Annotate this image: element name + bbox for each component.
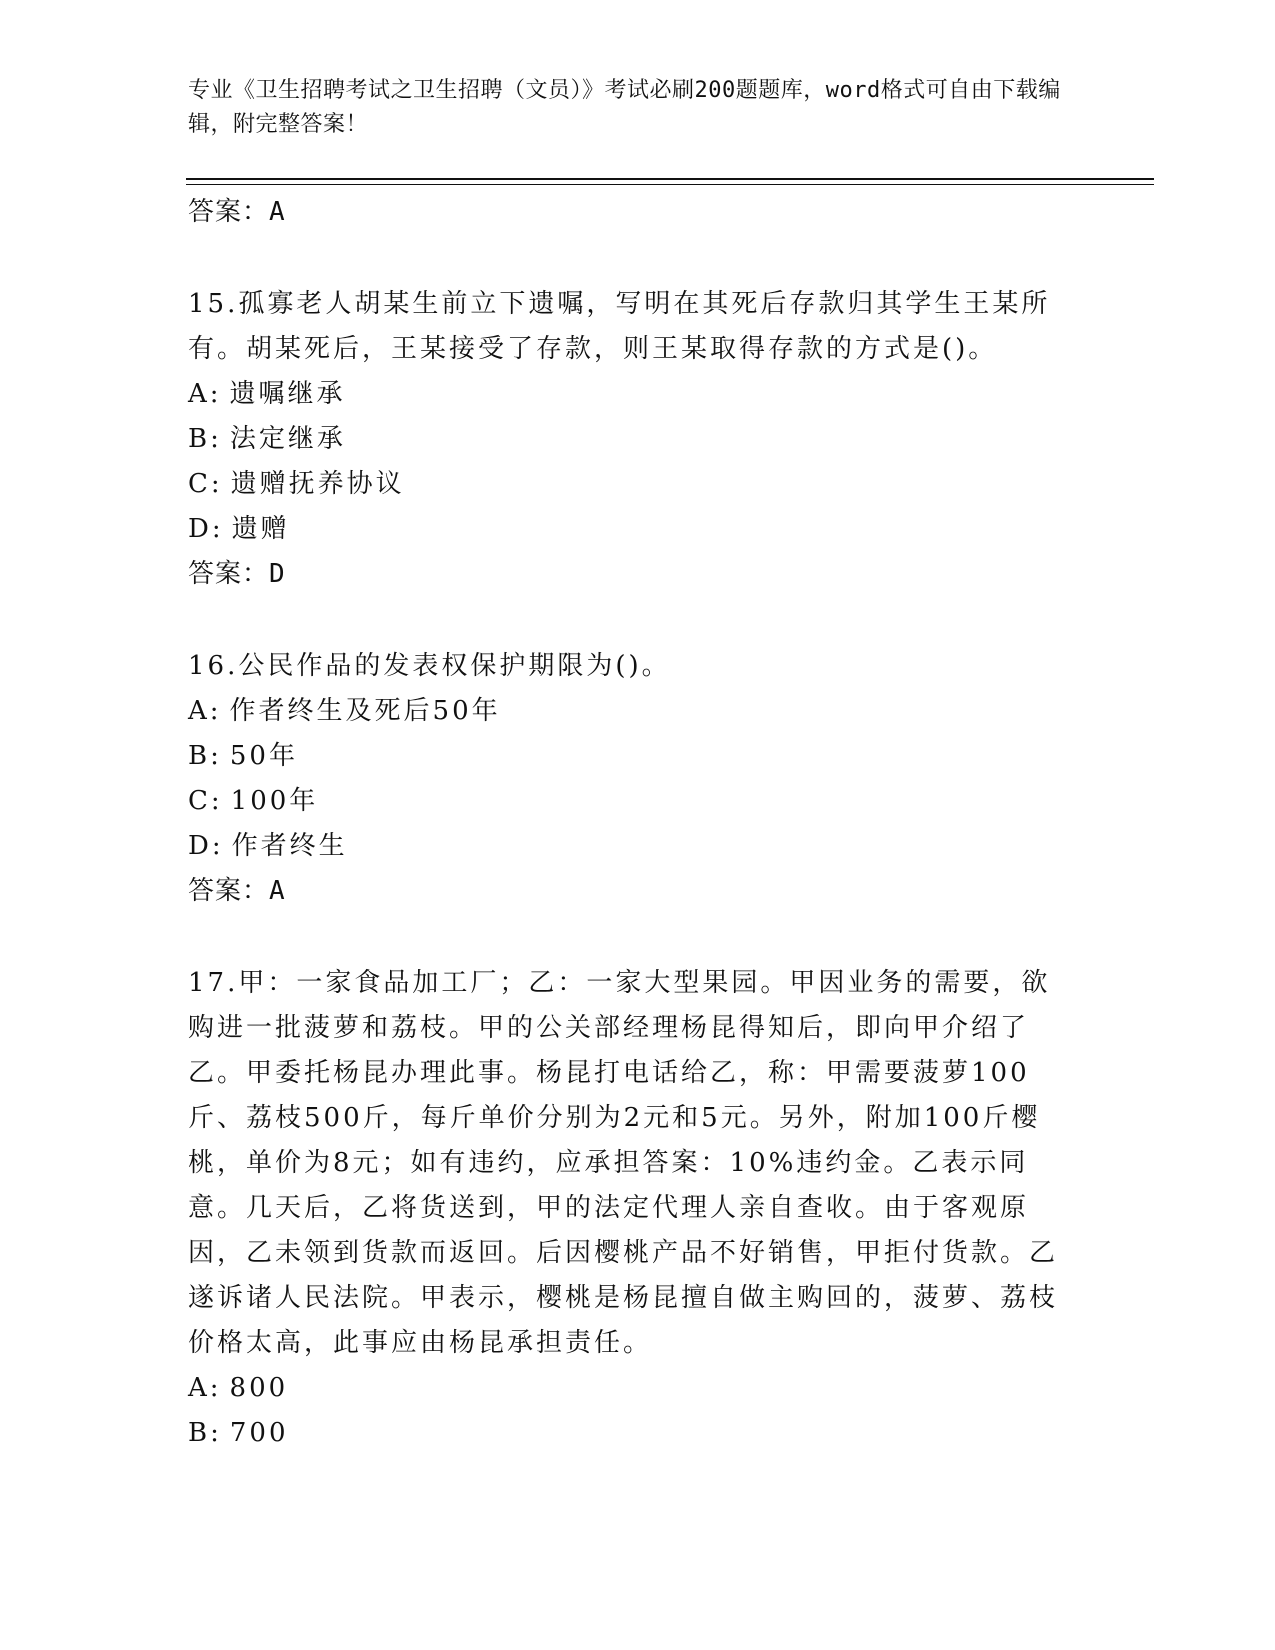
option-key: B:	[188, 424, 222, 454]
question-17	[188, 961, 1088, 1456]
option-text: 100年	[230, 786, 319, 816]
option-c	[188, 779, 1088, 824]
option-key: B:	[188, 1418, 222, 1448]
option-d	[188, 507, 1088, 552]
option-key: A:	[188, 696, 222, 726]
option-text: 法定继承	[229, 424, 346, 454]
header-rule-thin	[186, 184, 1154, 185]
option-key: D:	[188, 831, 224, 861]
question-15	[188, 282, 1088, 596]
header-rule-thick	[186, 178, 1154, 180]
option-a	[188, 1366, 1088, 1411]
answer-value: A	[269, 197, 286, 227]
option-text: 作者终生	[231, 831, 348, 861]
option-text: 作者终生及死后50年	[229, 696, 501, 726]
question-stem: 16.公民作品的发表权保护期限为()。	[188, 651, 671, 681]
option-a	[188, 689, 1088, 734]
answer-line	[188, 190, 1088, 234]
answer-label: 答案：	[188, 197, 270, 227]
option-d	[188, 824, 1088, 869]
option-b	[188, 417, 1088, 462]
option-key: D:	[188, 514, 224, 544]
option-text: 50年	[229, 741, 298, 771]
answer-value: A	[269, 876, 286, 906]
option-key: A:	[188, 379, 222, 409]
question-16	[188, 644, 1088, 913]
question-stem: 15.孤寡老人胡某生前立下遗嘱，写明在其死后存款归其学生王某所有。胡某死后，王某接受了存款，则王某取得存款的方式是()。	[188, 289, 1051, 364]
option-key: C:	[188, 469, 223, 499]
answer-label: 答案：	[188, 559, 270, 589]
question-stem: 17.甲：一家食品加工厂；乙：一家大型果园。甲因业务的需要，欲购进一批菠萝和荔枝。甲的公关部经理杨昆得知后，即向甲介绍了乙。甲委托杨昆办理此事。杨昆打电话给乙，称：甲需要菠萝100斤、荔枝500斤，每斤单价分别为2元和5元。另外，附加100斤樱桃，单价为8元；如有违约，应承担答案：10%违约金。乙表示同意。几天后，乙将货送到，甲的法定代理人亲自查收。由于客观原因，乙未领到货款而返回。后因樱桃产品不好销售，甲拒付货款。乙遂诉诸人民法院。甲表示，樱桃是杨昆擅自做主购回的，菠萝、荔枝价格太高，此事应由杨昆承担责任。	[188, 968, 1059, 1358]
option-key: C:	[188, 786, 223, 816]
option-key: A:	[188, 1373, 222, 1403]
answer-label: 答案：	[188, 876, 270, 906]
option-text: 遗嘱继承	[229, 379, 346, 409]
answer-line	[188, 552, 1088, 596]
page-header: 专业《卫生招聘考试之卫生招聘（文员）》考试必刷200题题库，word格式可自由下载编辑，附完整答案！	[188, 78, 1061, 137]
document-body	[188, 190, 1088, 1456]
option-text: 遗赠	[231, 514, 290, 544]
option-b	[188, 734, 1088, 779]
answer-value: D	[269, 559, 286, 589]
option-a	[188, 372, 1088, 417]
option-c	[188, 462, 1088, 507]
option-key: B:	[188, 741, 222, 771]
option-text: 800	[229, 1373, 289, 1403]
option-text: 遗赠抚养协议	[230, 469, 405, 499]
answer-line	[188, 869, 1088, 913]
option-b	[188, 1411, 1088, 1456]
option-text: 700	[229, 1418, 289, 1448]
